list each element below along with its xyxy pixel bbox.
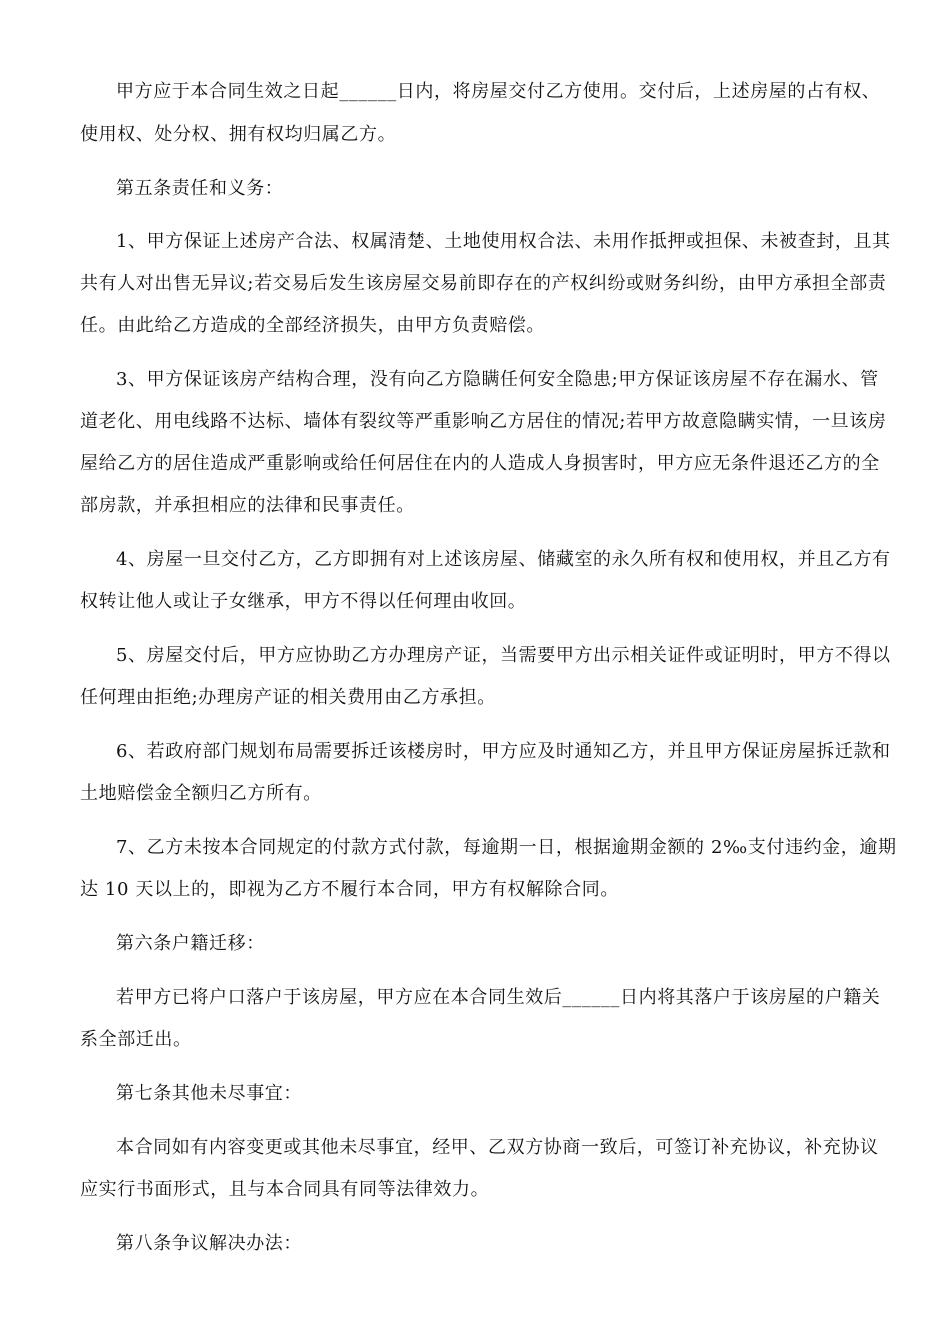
paragraph-line: 应实行书面形式，且与本合同具有同等法律效力。 <box>80 1179 490 1200</box>
paragraph-line: 甲方应于本合同生效之日起______日内，将房屋交付乙方使用。交付后，上述房屋的占有权、 <box>116 81 881 102</box>
paragraph-line: 6、若政府部门规划布局需要拆迁该楼房时，甲方应及时通知乙方，并且甲方保证房屋拆迁款和 <box>116 741 891 762</box>
paragraph-line: 任。由此给乙方造成的全部经济损失，由甲方负责赔偿。 <box>80 315 545 336</box>
section-heading: 第五条责任和义务： <box>116 178 284 199</box>
paragraph-line: 使用权、处分权、拥有权均归属乙方。 <box>80 124 397 145</box>
paragraph-line: 1、甲方保证上述房产合法、权属清楚、土地使用权合法、未用作抵押或担保、未被查封，且其 <box>116 231 891 252</box>
section-heading: 第六条户籍迁移： <box>116 933 265 954</box>
paragraph-line: 3、甲方保证该房产结构合理，没有向乙方隐瞒任何安全隐患;甲方保证该房屋不存在漏水、管 <box>116 369 879 390</box>
paragraph-line: 任何理由拒绝;办理房产证的相关费用由乙方承担。 <box>80 687 496 708</box>
paragraph-line: 共有人对出售无异议;若交易后发生该房屋交易前即存在的产权纠纷或财务纠纷，由甲方承担全部责 <box>80 273 887 294</box>
section-heading: 第八条争议解决办法： <box>116 1233 302 1254</box>
paragraph-line: 部房款，并承担相应的法律和民事责任。 <box>80 495 415 516</box>
paragraph-line: 5、房屋交付后，甲方应协助乙方办理房产证，当需要甲方出示相关证件或证明时，甲方不得以 <box>116 645 891 666</box>
paragraph-line: 道老化、用电线路不达标、墙体有裂纹等严重影响乙方居住的情况;若甲方故意隐瞒实情，一旦该房 <box>80 411 887 432</box>
section-heading: 第七条其他未尽事宜： <box>116 1083 302 1104</box>
paragraph-line: 7、乙方未按本合同规定的付款方式付款，每逾期一日，根据逾期金额的 2‰支付违约金，逾期 <box>116 837 897 858</box>
paragraph-line: 本合同如有内容变更或其他未尽事宜，经甲、乙双方协商一致后，可签订补充协议，补充协议 <box>116 1137 879 1158</box>
paragraph-line: 4、房屋一旦交付乙方，乙方即拥有对上述该房屋、储藏室的永久所有权和使用权，并且乙方有 <box>116 549 891 570</box>
paragraph-line: 权转让他人或让子女继承，甲方不得以任何理由收回。 <box>80 591 527 612</box>
paragraph-line: 若甲方已将户口落户于该房屋，甲方应在本合同生效后______日内将其落户于该房屋的户籍关 <box>116 987 881 1008</box>
paragraph-line: 系全部迁出。 <box>80 1029 192 1050</box>
paragraph-line: 屋给乙方的居住造成严重影响或给任何居住在内的人造成人身损害时，甲方应无条件退还乙方的全 <box>80 453 880 474</box>
paragraph-line: 达 10 天以上的，即视为乙方不履行本合同，甲方有权解除合同。 <box>80 879 619 900</box>
paragraph-line: 土地赔偿金全额归乙方所有。 <box>80 783 322 804</box>
